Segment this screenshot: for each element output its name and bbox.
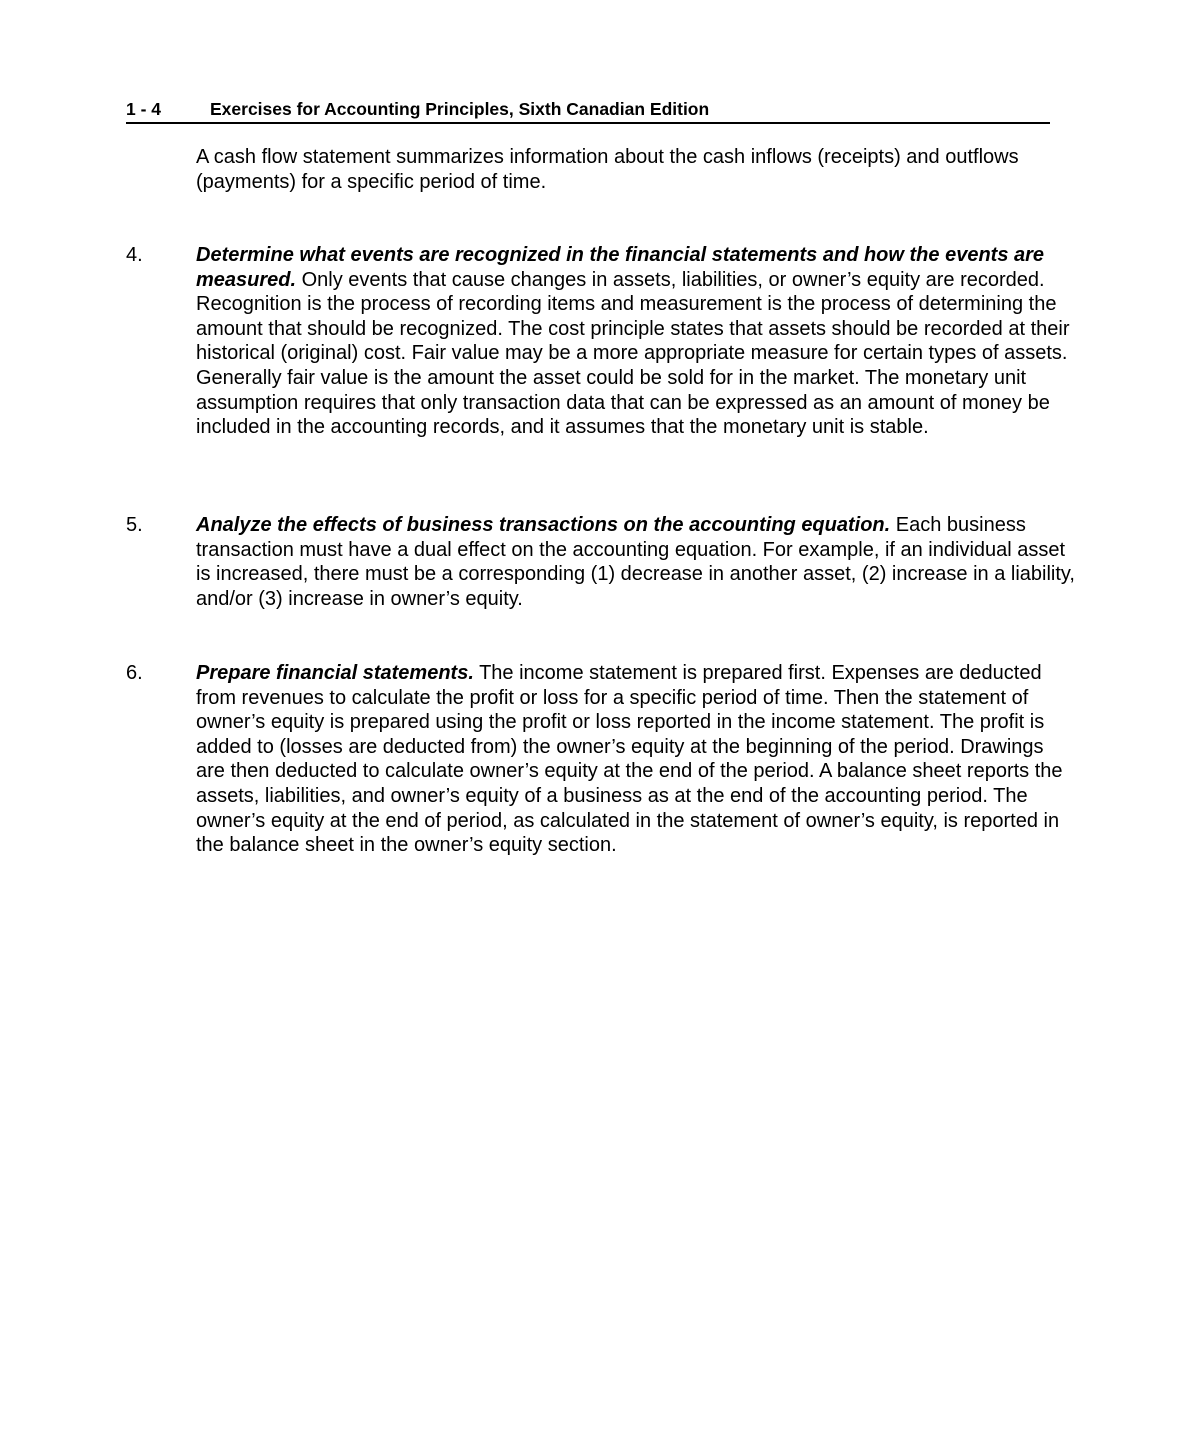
- item-text: Only events that cause changes in assets, liabilities, or owner’s equity are recorded. Recognition is the process of recording items and measurement is the process of determining the amount that should be recognized. The cost principle states that assets should be recorded at their historical (original) cost. Fair value may be a more appropriate measure for certain types of assets. Generally fair value is the amount the asset could be sold for in the market. The monetary unit assumption requires that only transaction data that can be expressed as an amount of money be included in the accounting records, and it assumes that the monetary unit is stable.: [196, 268, 1070, 439]
- list-item: [126, 661, 1076, 858]
- item-body: [196, 513, 1076, 611]
- intro-paragraph: A cash flow statement summarizes information about the cash inflows (receipts) and outflows (payments) for a specific period of time.: [196, 146, 1019, 193]
- item-body: [196, 243, 1076, 440]
- item-lead: Prepare financial statements.: [196, 662, 474, 684]
- item-text: Each business transaction must have a dual effect on the accounting equation. For example, if an individual asset is increased, there must be a corresponding (1) decrease in another asset, (2) increase in a liability, and/or (3) increase in owner’s equity.: [196, 514, 1075, 610]
- item-number: 5.: [126, 514, 143, 536]
- item-lead: Analyze the effects of business transactions on the accounting equation.: [196, 514, 891, 536]
- item-number: 4.: [126, 244, 143, 266]
- page-number: 1 - 4: [126, 99, 162, 119]
- item-body: [196, 661, 1076, 858]
- item-number: 6.: [126, 662, 143, 684]
- item-lead: Determine what events are recognized in the financial statements and how the events are measured.: [196, 244, 1045, 291]
- header-title: Exercises for Accounting Principles, Sixth Canadian Edition: [210, 99, 710, 119]
- list-item: [126, 513, 1076, 611]
- page-header: [126, 98, 1050, 124]
- item-text: The income statement is prepared first. Expenses are deducted from revenues to calculate the profit or loss for a specific period of time. Then the statement of owner’s equity is prepared using the profit or loss reported in the income statement. The profit is added to (losses are deducted from) the owner’s equity at the beginning of the period. Drawings are then deducted to calculate owner’s equity at the end of the period. A balance sheet reports the assets, liabilities, and owner’s equity of a business as at the end of the accounting period. The owner’s equity at the end of period, as calculated in the statement of owner’s equity, is reported in the balance sheet in the owner’s equity section.: [196, 662, 1063, 857]
- list-item: [126, 243, 1076, 440]
